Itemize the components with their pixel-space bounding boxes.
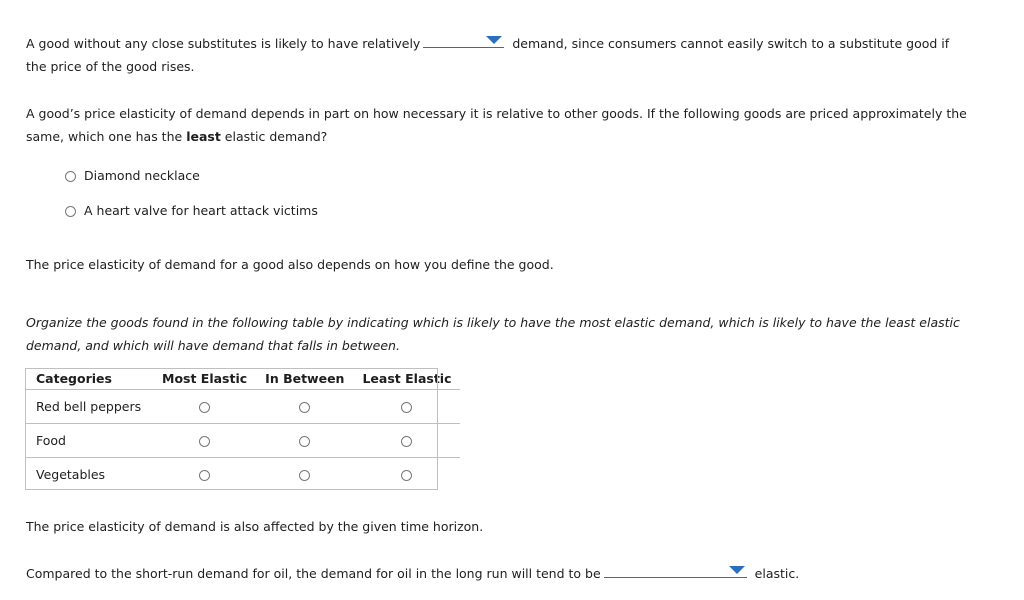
q4-text: The price elasticity of demand is also affected by the given time horizon. [26,519,484,534]
radio-button[interactable] [65,206,76,217]
q2-line2-bold: least [186,129,221,144]
cell-most-elastic [153,424,256,458]
radio-button[interactable] [401,470,412,481]
chevron-down-icon[interactable] [486,36,502,44]
q1-dropdown[interactable] [423,33,504,48]
radio-button[interactable] [199,470,210,481]
option-heart-valve[interactable] [65,203,318,219]
q3-instruction-line2 [26,334,400,357]
row-label: Food [26,424,153,458]
cell-most-elastic [153,458,256,492]
q3-text: The price elasticity of demand for a good also depends on how you define the good. [26,257,554,272]
table-row [26,390,460,424]
cell-in-between [256,390,353,424]
cell-in-between [256,458,353,492]
row-label: Vegetables [26,458,153,492]
q3-instruction-text-2: demand, and which will have demand that falls in between. [26,338,400,353]
row-label: Red bell peppers [26,390,153,424]
q2-line1: A good’s price elasticity of demand depends in part on how necessary it is relative to other goods. If the following goods are priced approximately the [26,106,967,121]
radio-button[interactable] [299,470,310,481]
table-row [26,458,460,492]
radio-button[interactable] [299,402,310,413]
cell-most-elastic [153,390,256,424]
chevron-down-icon[interactable] [729,566,745,574]
q2-line2 [26,125,327,148]
radio-button[interactable] [199,402,210,413]
table-header-row [26,368,460,390]
radio-button[interactable] [199,436,210,447]
q1-text-before: A good without any close substitutes is likely to have relatively [26,36,421,51]
radio-button[interactable] [401,402,412,413]
table-row [26,424,460,458]
radio-button[interactable] [299,436,310,447]
q1-line2: the price of the good rises. [26,59,195,74]
cell-least-elastic [353,390,460,424]
q4-dropdown[interactable] [604,563,747,578]
option-label: Diamond necklace [84,168,200,183]
cell-least-elastic [353,424,460,458]
q2-line2-before: same, which one has the [26,129,183,144]
radio-button[interactable] [401,436,412,447]
q3-instruction-line1 [26,311,960,334]
cell-least-elastic [353,458,460,492]
q4-compare-after: elastic. [754,566,800,581]
header-categories: Categories [36,371,112,386]
q3-instruction-text-1: Organize the goods found in the following table by indicating which is likely to have the most elastic demand, which is likely to have the least elastic [26,315,960,330]
q1-line1 [26,32,949,55]
header-in-between: In Between [265,371,345,386]
q2-line2-after: elastic demand? [224,129,328,144]
q4-compare-before: Compared to the short-run demand for oil, the demand for oil in the long run will tend to be [26,566,601,581]
cell-in-between [256,424,353,458]
elasticity-table [26,368,460,491]
header-most-elastic: Most Elastic [162,371,248,386]
q4-compare-line [26,562,799,585]
radio-button[interactable] [65,171,76,182]
header-least-elastic: Least Elastic [362,371,452,386]
option-label: A heart valve for heart attack victims [84,203,318,218]
q1-text-after: demand, since consumers cannot easily switch to a substitute good if [512,36,950,51]
option-diamond-necklace[interactable] [65,168,200,184]
